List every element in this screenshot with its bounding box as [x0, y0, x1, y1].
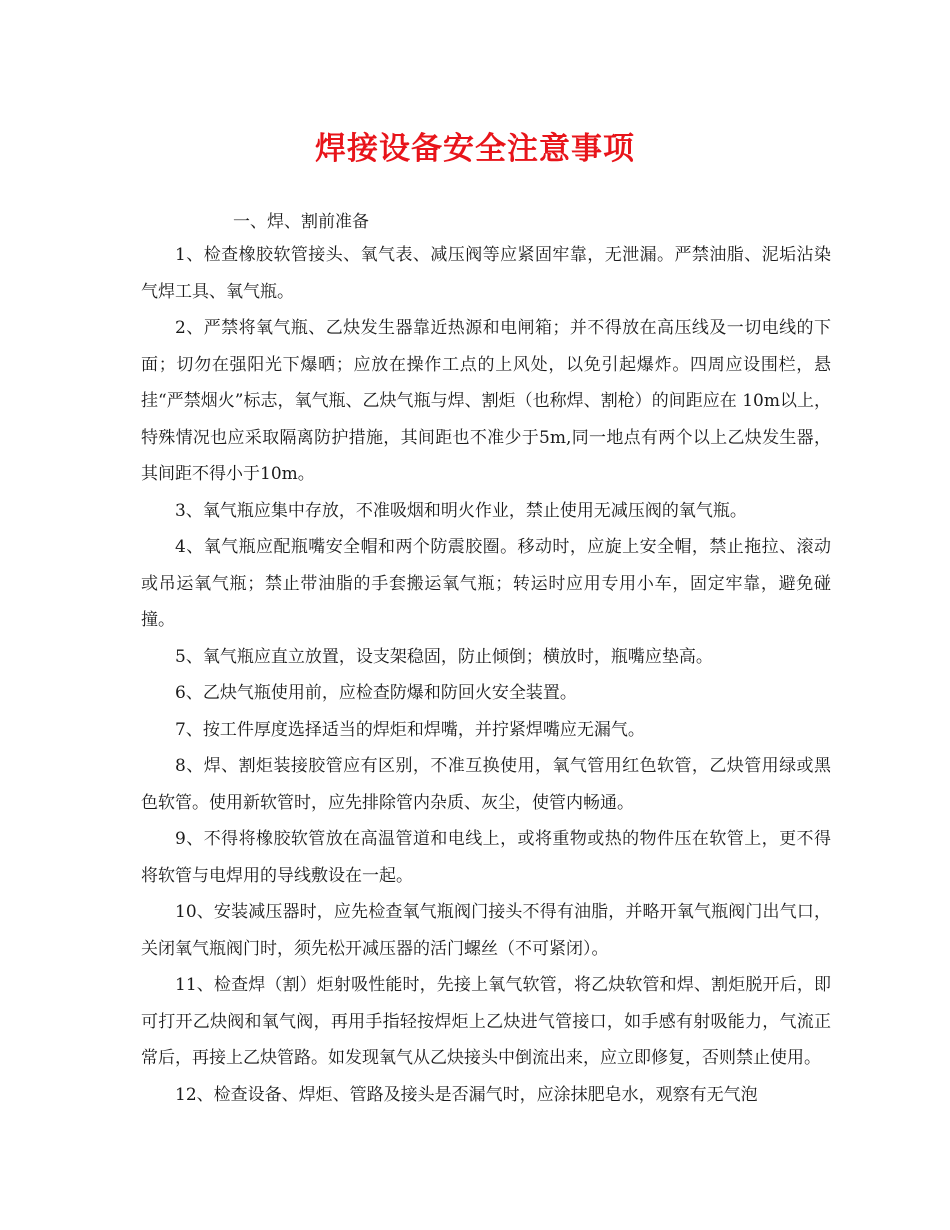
- paragraph-10: 10、安装减压器时，应先检查氧气瓶阀门接头不得有油脂，并略开氧气瓶阀门出气口，关闭氧气瓶阀门时，须先松开减压器的活门螺丝（不可紧闭）。: [141, 902, 831, 959]
- paragraph-3: 3、氧气瓶应集中存放，不准吸烟和明火作业，禁止使用无减压阀的氧气瓶。: [175, 500, 747, 521]
- paragraph-9: 9、不得将橡胶软管放在高温管道和电线上，或将重物或热的物件压在软管上，更不得将软管与电焊用的导线敷设在一起。: [141, 829, 831, 886]
- document-body: [141, 237, 831, 1113]
- paragraph-4: 4、氧气瓶应配瓶嘴安全帽和两个防震胶圈。移动时，应旋上安全帽，禁止拖拉、滚动或吊运氧气瓶；禁止带油脂的手套搬运氧气瓶；转运时应用专用小车，固定牢靠，避免碰撞。: [141, 537, 831, 630]
- paragraph-8: 8、焊、割炬装接胶管应有区别，不准互换使用，氧气管用红色软管，乙炔管用绿或黑色软管。使用新软管时，应先排除管内杂质、灰尘，使管内畅通。: [141, 756, 831, 813]
- paragraph-2: 2、严禁将氧气瓶、乙炔发生器靠近热源和电闸箱；并不得放在高压线及一切电线的下面；切勿在强阳光下爆晒；应放在操作工点的上风处，以免引起爆炸。四周应设围栏，悬挂“严禁烟火”标志，氧气瓶、乙炔气瓶与焊、割炬（也称焊、割枪）的间距应在 10m以上，特殊情况也应采取隔离防护措施，其间距也不准少于5m,同一地点有两个以上乙炔发生器，其间距不得小于10m。: [141, 318, 831, 484]
- paragraph-11: 11、检查焊（割）炬射吸性能时，先接上氧气软管，将乙炔软管和焊、割炬脱开后，即可打开乙炔阀和氧气阀，再用手指轻按焊炬上乙炔进气管接口，如手感有射吸能力，气流正常后，再接上乙炔管路。如发现氧气从乙炔接头中倒流出来，应立即修复，否则禁止使用。: [141, 975, 831, 1068]
- paragraph-7: 7、按工件厚度选择适当的焊炬和焊嘴，并拧紧焊嘴应无漏气。: [175, 719, 645, 740]
- section-heading: 一、焊、割前准备: [233, 212, 369, 232]
- paragraph-12: 12、检查设备、焊炬、管路及接头是否漏气时，应涂抹肥皂水，观察有无气泡: [175, 1084, 758, 1105]
- paragraph-1: 1、检查橡胶软管接头、氧气表、减压阀等应紧固牢靠，无泄漏。严禁油脂、泥垢沾染气焊工具、氧气瓶。: [141, 245, 831, 302]
- document-title: 焊接设备安全注意事项: [315, 131, 635, 167]
- paragraph-5: 5、氧气瓶应直立放置，设支架稳固，防止倾倒；横放时，瓶嘴应垫高。: [175, 646, 713, 667]
- paragraph-6: 6、乙炔气瓶使用前，应检查防爆和防回火安全装置。: [175, 683, 577, 703]
